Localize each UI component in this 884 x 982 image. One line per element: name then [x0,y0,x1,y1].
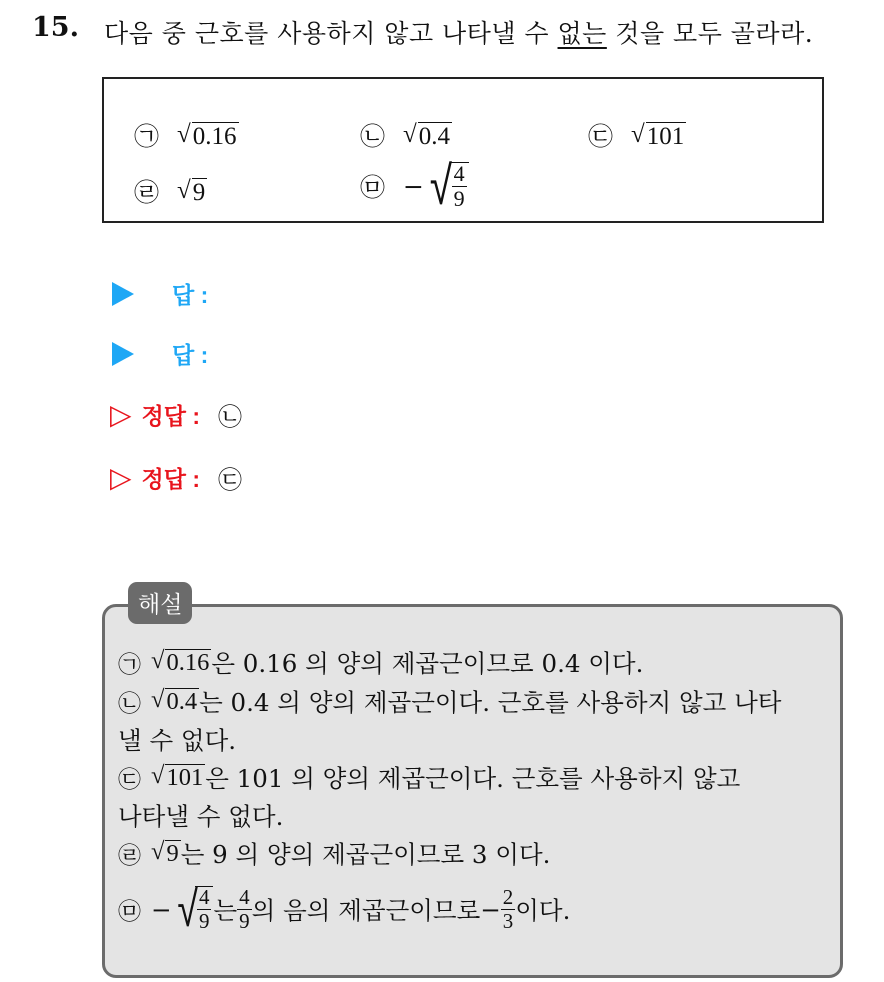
answer-row-1 [112,277,208,310]
explanation-text: 나타낼 수 없다. [118,802,284,831]
fraction [237,884,252,933]
fraction-denominator: 3 [502,908,514,933]
radicand: 0.16 [166,649,210,677]
explanation-text: 낼 수 없다. [118,726,237,755]
question-number: 15. [32,12,79,43]
sqrt-expression: √ 0.4 [403,120,450,150]
explanation-line-4 [118,760,740,795]
radicand: 9 [166,840,179,868]
marker: ㉢ [118,767,141,793]
choice-c-marker: ㉢ [588,122,614,151]
fraction [501,884,516,933]
sqrt-expression: √ 101 [631,120,685,150]
choice-d-marker: ㉣ [134,178,160,207]
sqrt-expression: √ 0.16 [177,120,237,150]
correct-answer-row-1 [110,397,242,432]
explanation-text: 는 9 의 양의 제곱근이므로 3 이다. [180,840,551,869]
explanation-line-5 [118,798,283,833]
sqrt-expression: √ 101 [151,762,204,792]
choice-a-marker: ㉠ [134,122,160,151]
explanation-text: 는 0.4 의 양의 제곱근이다. 근호를 사용하지 않고 나타 [199,688,782,717]
fraction-numerator: 4 [198,885,210,909]
radicand: 0.4 [166,688,198,716]
choice-e[interactable] [360,154,469,217]
explanation-text: 은 101 의 양의 제곱근이다. 근호를 사용하지 않고 [205,764,741,793]
fraction-numerator: 4 [239,884,250,909]
fraction-numerator: 2 [502,884,514,909]
choice-a[interactable] [134,117,239,153]
explanation-text: 는 [213,895,238,925]
explanation-text: 은 0.16 의 양의 제곱근이므로 0.4 이다. [211,649,644,678]
choice-e-marker: ㉤ [360,173,386,202]
sqrt-expression: √ 0.16 [151,647,210,677]
sqrt-expression: √ 0.4 [151,686,198,716]
fraction-denominator: 9 [453,186,465,211]
marker: ㉣ [118,843,141,869]
explanation-line-3 [118,722,236,757]
correct-answer-value: ㉡ [218,403,243,431]
question-text [104,14,813,50]
radicand: 101 [166,764,204,792]
explanation-line-2 [118,684,781,719]
radicand: 101 [646,122,685,150]
sqrt-fraction-expression: √ $\frac{4}{9}$ [174,884,214,934]
minus-sign: − [403,171,424,201]
choice-b[interactable] [360,117,452,153]
choice-d[interactable] [134,173,207,209]
correct-answer-row-2 [110,460,242,495]
choices-box [102,77,824,223]
filled-triangle-icon [112,282,134,306]
marker: ㉤ [118,898,141,925]
answer-label: 답 : [172,282,209,308]
answer-row-2 [112,337,208,370]
radicand: 0.4 [418,122,450,150]
marker: ㉠ [118,652,141,678]
question-text-after: 것을 모두 골라라. [606,19,814,48]
explanation-text: 의 음의 제곱근이므로 [251,895,481,925]
question-text-before: 다음 중 근호를 사용하지 않고 나타낼 수 [104,19,558,48]
outline-triangle-icon: ▷ [110,397,132,431]
correct-answer-value: ㉢ [218,466,243,494]
filled-triangle-icon [112,342,134,366]
explanation-line-6 [118,836,550,871]
radicand: 9 [192,178,206,206]
radicand: 0.16 [192,122,237,150]
explanation-line-1 [118,645,643,680]
minus-sign: − [151,894,172,924]
explanation-text: 이다. [515,895,571,925]
correct-answer-label: 정답 : [141,403,201,429]
question-underlined-word: 없는 [557,19,607,48]
choice-b-marker: ㉡ [360,122,386,151]
fraction-denominator: 9 [198,909,210,933]
outline-triangle-icon: ▷ [110,460,132,494]
fraction-numerator: 4 [453,161,465,186]
answer-label: 답 : [172,342,209,368]
explanation-tag: 해설 [128,582,192,624]
sqrt-fraction-expression: √ $\frac{4}{9}$ [426,159,469,213]
sqrt-expression: √ 9 [177,176,206,206]
minus-sign: − [480,894,501,924]
sqrt-expression: √ 9 [151,838,179,868]
marker: ㉡ [118,691,141,717]
correct-answer-label: 정답 : [141,466,201,492]
fraction-denominator: 9 [239,908,250,933]
explanation-line-7 [118,880,571,938]
choice-c[interactable] [588,117,686,153]
